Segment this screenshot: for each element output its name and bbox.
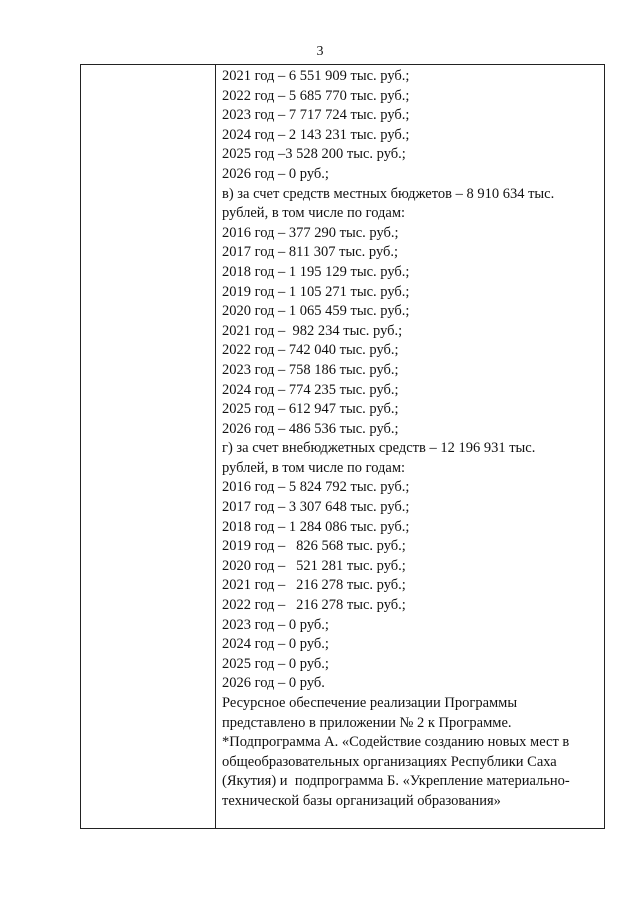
text-line: технической базы организаций образования» <box>222 792 501 809</box>
text-line: 2020 год – 1 065 459 тыс. руб.; <box>222 303 410 320</box>
table-left-cell <box>81 65 216 828</box>
text-line: 2022 год – 5 685 770 тыс. руб.; <box>222 87 410 104</box>
text-line: 2018 год – 1 284 086 тыс. руб.; <box>222 518 410 535</box>
text-line: 2026 год – 0 руб.; <box>222 165 329 182</box>
text-line: 2024 год – 774 235 тыс. руб.; <box>222 381 399 398</box>
text-line: 2017 год – 3 307 648 тыс. руб.; <box>222 499 410 516</box>
text-line: 2023 год – 7 717 724 тыс. руб.; <box>222 107 410 124</box>
text-line: 2019 год – 1 105 271 тыс. руб.; <box>222 283 410 300</box>
text-line: 2024 год – 0 руб.; <box>222 636 329 653</box>
text-line: в) за счет средств местных бюджетов – 8 910 634 тыс. <box>222 185 555 202</box>
table-right-cell <box>216 65 604 828</box>
text-line: 2016 год – 5 824 792 тыс. руб.; <box>222 479 410 496</box>
text-line: 2026 год – 0 руб. <box>222 675 325 692</box>
text-line: 2021 год – 982 234 тыс. руб.; <box>222 322 403 339</box>
text-line: 2025 год –3 528 200 тыс. руб.; <box>222 146 406 163</box>
text-line: 2022 год – 742 040 тыс. руб.; <box>222 342 399 359</box>
text-line: 2026 год – 486 536 тыс. руб.; <box>222 420 399 437</box>
text-line: 2022 год – 216 278 тыс. руб.; <box>222 597 406 614</box>
text-line: Ресурсное обеспечение реализации Программы <box>222 695 518 711</box>
text-line: 2019 год – 826 568 тыс. руб.; <box>222 538 406 555</box>
text-line: *Подпрограмма А. «Содействие созданию новых мест в <box>222 734 570 751</box>
page-number: 3 <box>316 44 324 59</box>
document-table <box>80 64 605 829</box>
text-line: 2020 год – 521 281 тыс. руб.; <box>222 557 406 574</box>
text-line: общеобразовательных организациях Республики Саха <box>222 753 557 770</box>
text-line: 2025 год – 0 руб.; <box>222 655 329 672</box>
text-line: г) за счет внебюджетных средств – 12 196 931 тыс. <box>222 440 536 457</box>
text-line: (Якутия) и подпрограмма Б. «Укрепление материально- <box>222 773 570 790</box>
text-line: 2021 год – 6 551 909 тыс. руб.; <box>222 68 410 84</box>
text-line: рублей, в том числе по годам: <box>222 205 406 222</box>
text-line: 2021 год – 216 278 тыс. руб.; <box>222 577 406 594</box>
text-line: 2017 год – 811 307 тыс. руб.; <box>222 244 399 261</box>
text-line: 2023 год – 0 руб.; <box>222 616 329 633</box>
text-line: рублей, в том числе по годам: <box>222 459 406 476</box>
text-line: 2025 год – 612 947 тыс. руб.; <box>222 401 399 418</box>
text-line: 2018 год – 1 195 129 тыс. руб.; <box>222 263 410 280</box>
text-line: представлено в приложении № 2 к Программе. <box>222 714 512 731</box>
text-line: 2016 год – 377 290 тыс. руб.; <box>222 224 399 241</box>
text-line: 2024 год – 2 143 231 тыс. руб.; <box>222 126 410 143</box>
text-line: 2023 год – 758 186 тыс. руб.; <box>222 361 399 378</box>
